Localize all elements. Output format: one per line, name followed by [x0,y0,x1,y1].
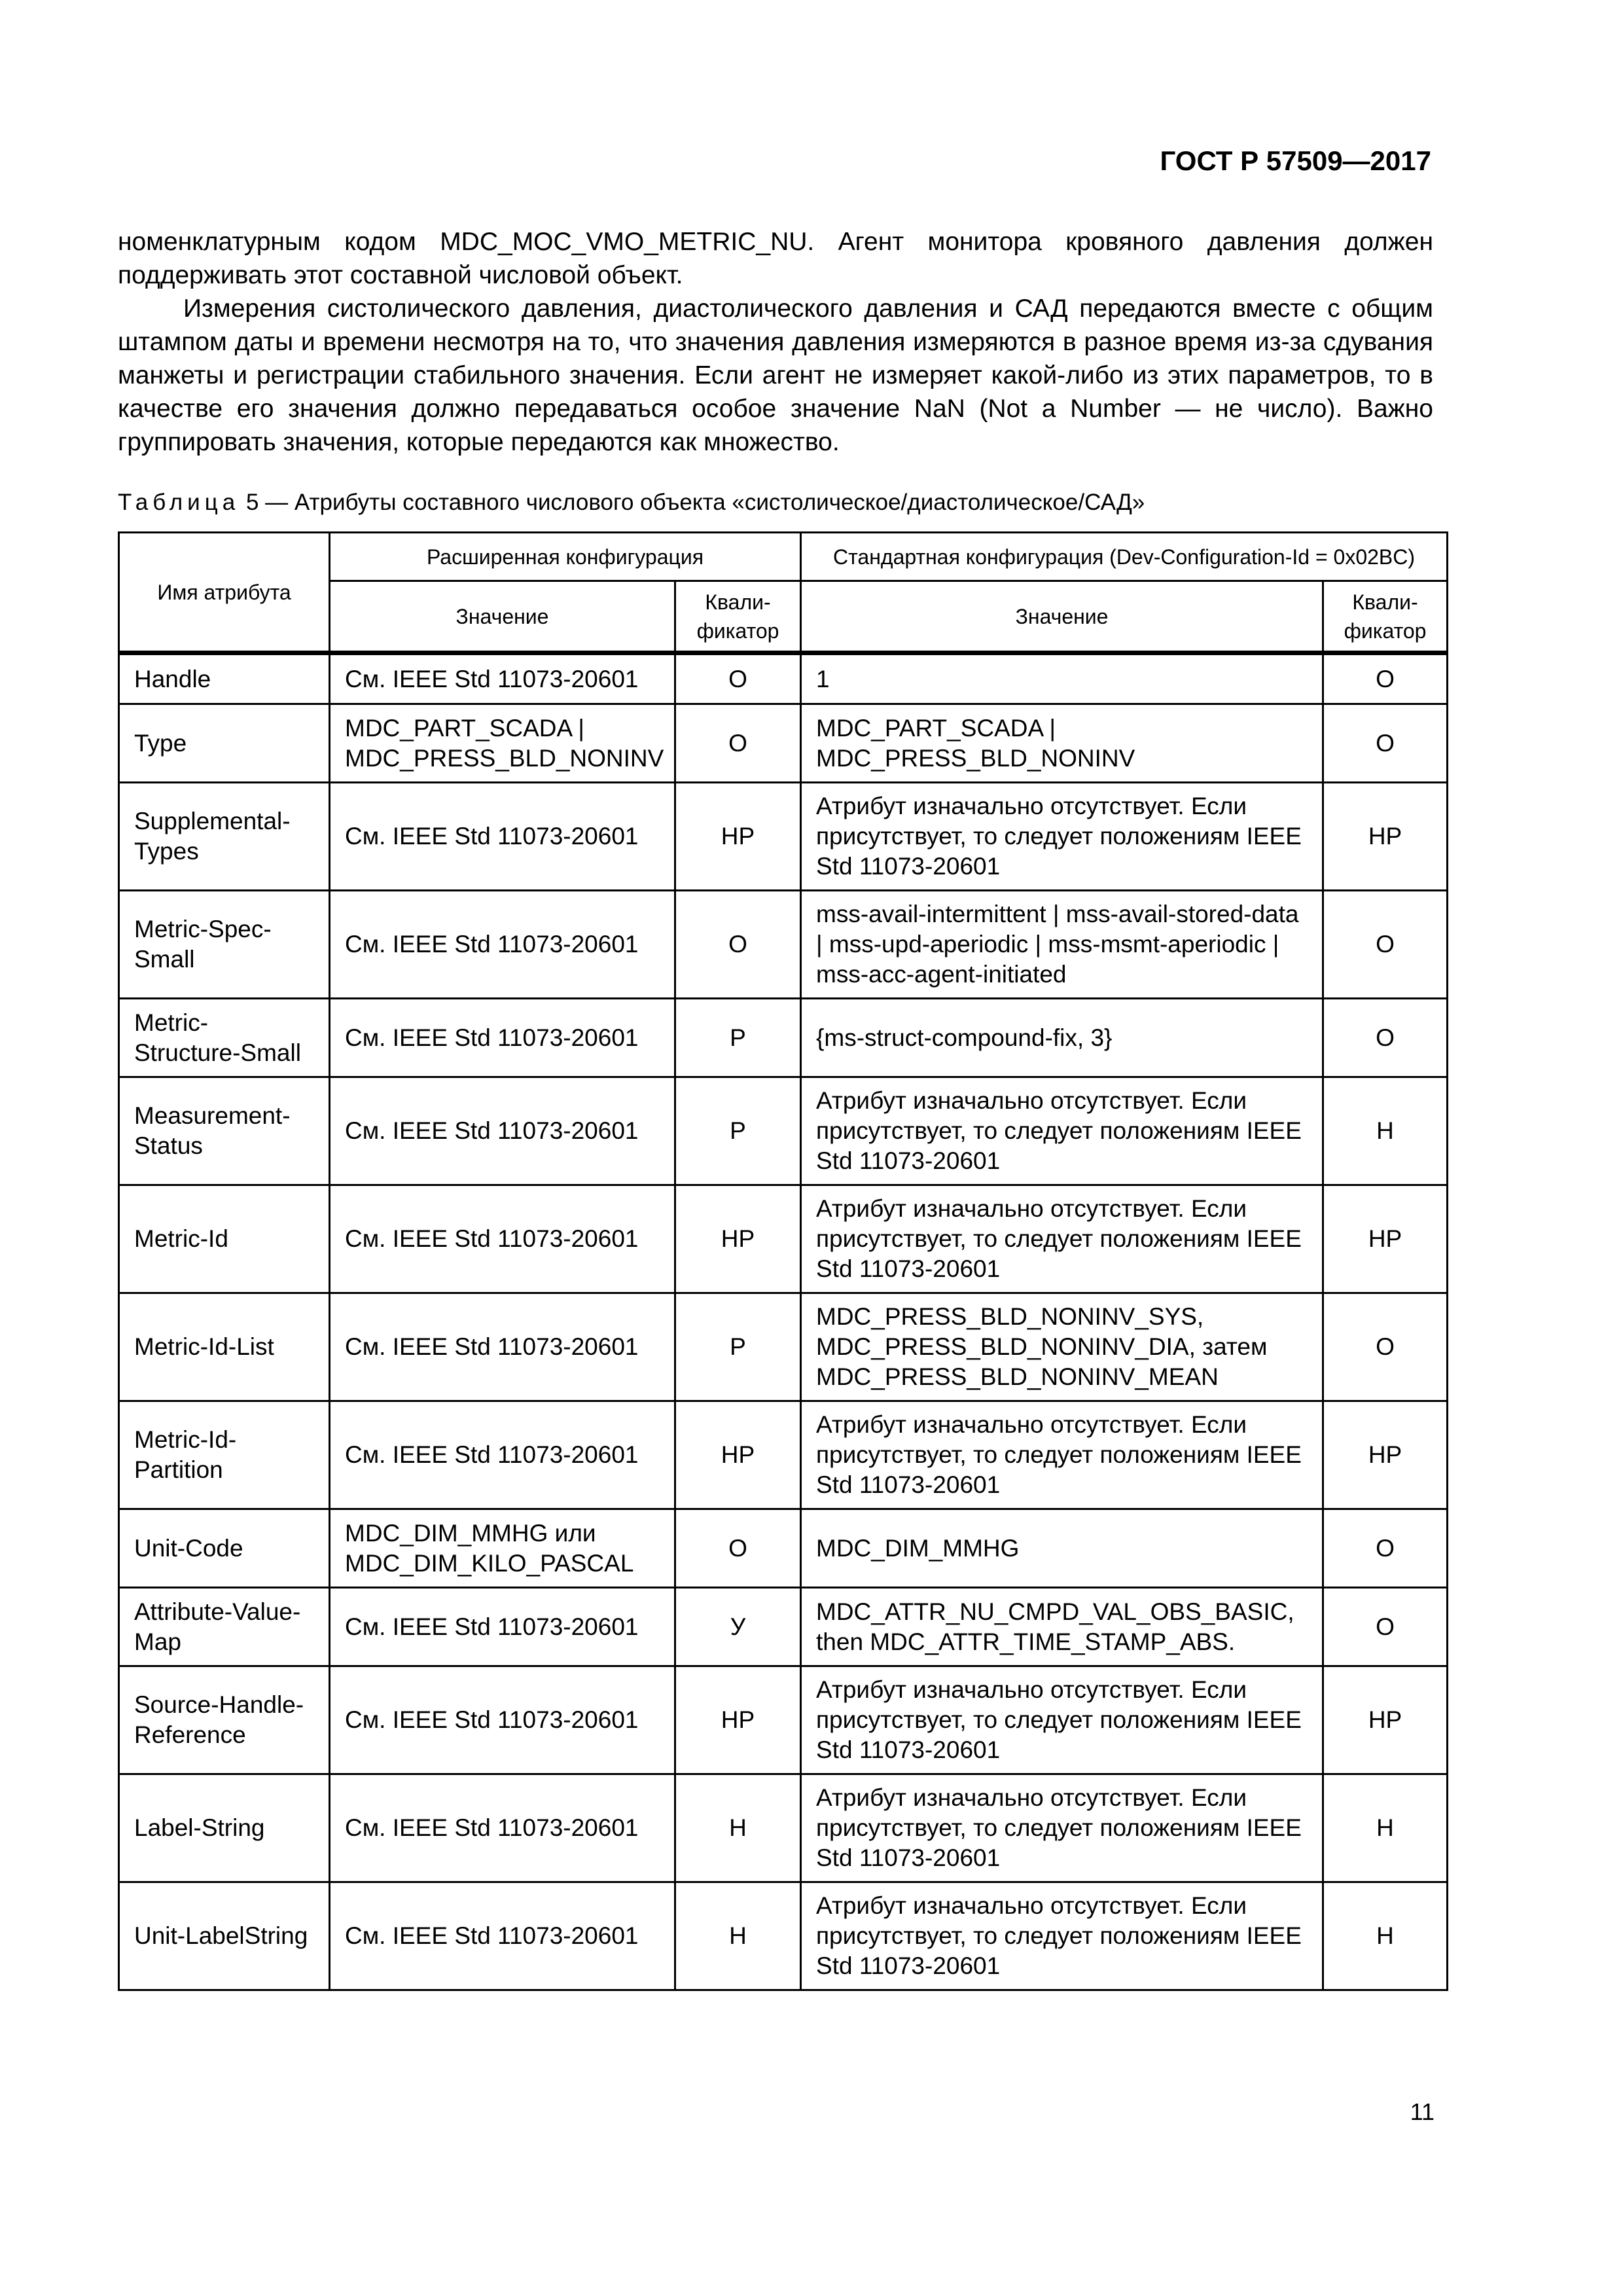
document-number: ГОСТ Р 57509—2017 [1160,145,1431,176]
table-caption-number: 5 — [245,490,289,515]
ext-value-cell: См. IEEE Std 11073-20601 [330,1293,675,1401]
std-qualifier-cell: О [1323,704,1448,783]
table-row [119,1293,1448,1401]
ext-qualifier-cell: О [675,704,801,783]
attr-name-cell: Metric-Id-Partition [119,1401,330,1509]
std-value-cell: Атрибут изначально отсутствует. Если присутствует, то следует положениям IEEE Std 11073-20601 [801,1882,1323,1990]
header-value: Значение [330,581,675,653]
body-text [118,225,1433,459]
std-qualifier-cell: НР [1323,1666,1448,1774]
ext-qualifier-cell: У [675,1588,801,1666]
table-row [119,1185,1448,1293]
std-qualifier-cell: Н [1323,1077,1448,1185]
ext-value-cell: См. IEEE Std 11073-20601 [330,653,675,704]
table-row [119,999,1448,1077]
page-number: 11 [1410,2098,1435,2125]
std-qualifier-cell: Н [1323,1774,1448,1882]
std-value-cell: mss-avail-intermittent | mss-avail-stored-data | mss-upd-aperiodic | mss-msmt-aperiodic | mss-acc-agent-initiated [801,891,1323,999]
std-qualifier-cell: О [1323,1588,1448,1666]
ext-qualifier-cell: НР [675,1185,801,1293]
table-row [119,1588,1448,1666]
std-qualifier-cell: НР [1323,1401,1448,1509]
std-qualifier-cell: Н [1323,1882,1448,1990]
attr-name-cell: Source-Handle-Reference [119,1666,330,1774]
table-caption-label: Таблица [118,490,240,515]
ext-qualifier-cell: Р [675,1077,801,1185]
table-row [119,1401,1448,1509]
header-attr-name: Имя атрибута [119,533,330,653]
ext-value-cell: См. IEEE Std 11073-20601 [330,1185,675,1293]
std-qualifier-cell: О [1323,1509,1448,1588]
paragraph: номенклатурным кодом MDC_MOC_VMO_METRIC_NU. Агент монитора кровяного давления должен поддерживать этот составной числовой объект. [118,228,1433,289]
attributes-table [118,531,1448,1991]
ext-value-cell: См. IEEE Std 11073-20601 [330,783,675,891]
ext-value-cell: MDC_DIM_MMHG или MDC_DIM_KILO_PASCAL [330,1509,675,1588]
ext-qualifier-cell: НР [675,1666,801,1774]
table-row [119,1774,1448,1882]
std-value-cell: MDC_PRESS_BLD_NONINV_SYS, MDC_PRESS_BLD_NONINV_DIA, затем MDC_PRESS_BLD_NONINV_MEAN [801,1293,1323,1401]
ext-qualifier-cell: Н [675,1774,801,1882]
table-caption [118,490,1145,516]
attr-name-cell: Unit-LabelString [119,1882,330,1990]
header-extended-config: Расширенная конфигурация [330,533,801,581]
attr-name-cell: Attribute-Value-Map [119,1588,330,1666]
ext-value-cell: См. IEEE Std 11073-20601 [330,1666,675,1774]
std-value-cell: {ms-struct-compound-fix, 3} [801,999,1323,1077]
attr-name-cell: Metric-Id [119,1185,330,1293]
std-value-cell: Атрибут изначально отсутствует. Если присутствует, то следует положениям IEEE Std 11073-20601 [801,1401,1323,1509]
ext-qualifier-cell: Р [675,999,801,1077]
attr-name-cell: Supplemental-Types [119,783,330,891]
attr-name-cell: Metric-Structure-Small [119,999,330,1077]
ext-value-cell: См. IEEE Std 11073-20601 [330,999,675,1077]
std-qualifier-cell: О [1323,999,1448,1077]
table-row [119,704,1448,783]
attr-name-cell: Metric-Spec-Small [119,891,330,999]
attr-name-cell: Type [119,704,330,783]
std-value-cell: Атрибут изначально отсутствует. Если присутствует, то следует положениям IEEE Std 11073-20601 [801,1077,1323,1185]
table-row [119,653,1448,704]
ext-qualifier-cell: О [675,1509,801,1588]
attr-name-cell: Metric-Id-List [119,1293,330,1401]
ext-qualifier-cell: Н [675,1882,801,1990]
ext-qualifier-cell: Р [675,1293,801,1401]
std-value-cell: MDC_ATTR_NU_CMPD_VAL_OBS_BASIC, then MDC_ATTR_TIME_STAMP_ABS. [801,1588,1323,1666]
header-standard-config: Стандартная конфигурация (Dev-Configuration-Id = 0x02BC) [801,533,1448,581]
ext-value-cell: См. IEEE Std 11073-20601 [330,1882,675,1990]
ext-qualifier-cell: НР [675,1401,801,1509]
paragraph: Измерения систолического давления, диастолического давления и САД передаются вместе с общим штампом даты и времени несмотря на то, что значения давления измеряются в разное время из-за сдувания манжеты и регистрации стабильного значения. Если агент не измеряет какой-либо из этих параметров, то в качестве его значения должно передаваться особое значение NaN (Not a Number — не число). Важно группировать значения, которые передаются как множество. [118,295,1433,456]
table-row [119,1077,1448,1185]
ext-value-cell: См. IEEE Std 11073-20601 [330,1077,675,1185]
std-value-cell: Атрибут изначально отсутствует. Если присутствует, то следует положениям IEEE Std 11073-20601 [801,783,1323,891]
ext-value-cell: См. IEEE Std 11073-20601 [330,1588,675,1666]
attr-name-cell: Handle [119,653,330,704]
std-value-cell: 1 [801,653,1323,704]
std-qualifier-cell: О [1323,653,1448,704]
header-value: Значение [801,581,1323,653]
attr-name-cell: Label-String [119,1774,330,1882]
attr-name-cell: Measurement-Status [119,1077,330,1185]
ext-value-cell: См. IEEE Std 11073-20601 [330,1401,675,1509]
ext-qualifier-cell: О [675,653,801,704]
std-value-cell: Атрибут изначально отсутствует. Если присутствует, то следует положениям IEEE Std 11073-20601 [801,1666,1323,1774]
table-row [119,891,1448,999]
std-qualifier-cell: НР [1323,1185,1448,1293]
std-value-cell: MDC_PART_SCADA | MDC_PRESS_BLD_NONINV [801,704,1323,783]
table-caption-title: Атрибуты составного числового объекта «систолическое/диастолическое/САД» [294,490,1145,515]
header-qualifier: Квали-фикатор [675,581,801,653]
table-row [119,1666,1448,1774]
std-value-cell: Атрибут изначально отсутствует. Если присутствует, то следует положениям IEEE Std 11073-20601 [801,1185,1323,1293]
std-qualifier-cell: О [1323,1293,1448,1401]
attr-name-cell: Unit-Code [119,1509,330,1588]
std-qualifier-cell: НР [1323,783,1448,891]
ext-value-cell: См. IEEE Std 11073-20601 [330,891,675,999]
table-row [119,1509,1448,1588]
table-row [119,783,1448,891]
std-value-cell: Атрибут изначально отсутствует. Если присутствует, то следует положениям IEEE Std 11073-20601 [801,1774,1323,1882]
table-row [119,1882,1448,1990]
ext-qualifier-cell: О [675,891,801,999]
header-qualifier: Квали-фикатор [1323,581,1448,653]
ext-value-cell: MDC_PART_SCADA | MDC_PRESS_BLD_NONINV [330,704,675,783]
std-value-cell: MDC_DIM_MMHG [801,1509,1323,1588]
ext-qualifier-cell: НР [675,783,801,891]
std-qualifier-cell: О [1323,891,1448,999]
ext-value-cell: См. IEEE Std 11073-20601 [330,1774,675,1882]
